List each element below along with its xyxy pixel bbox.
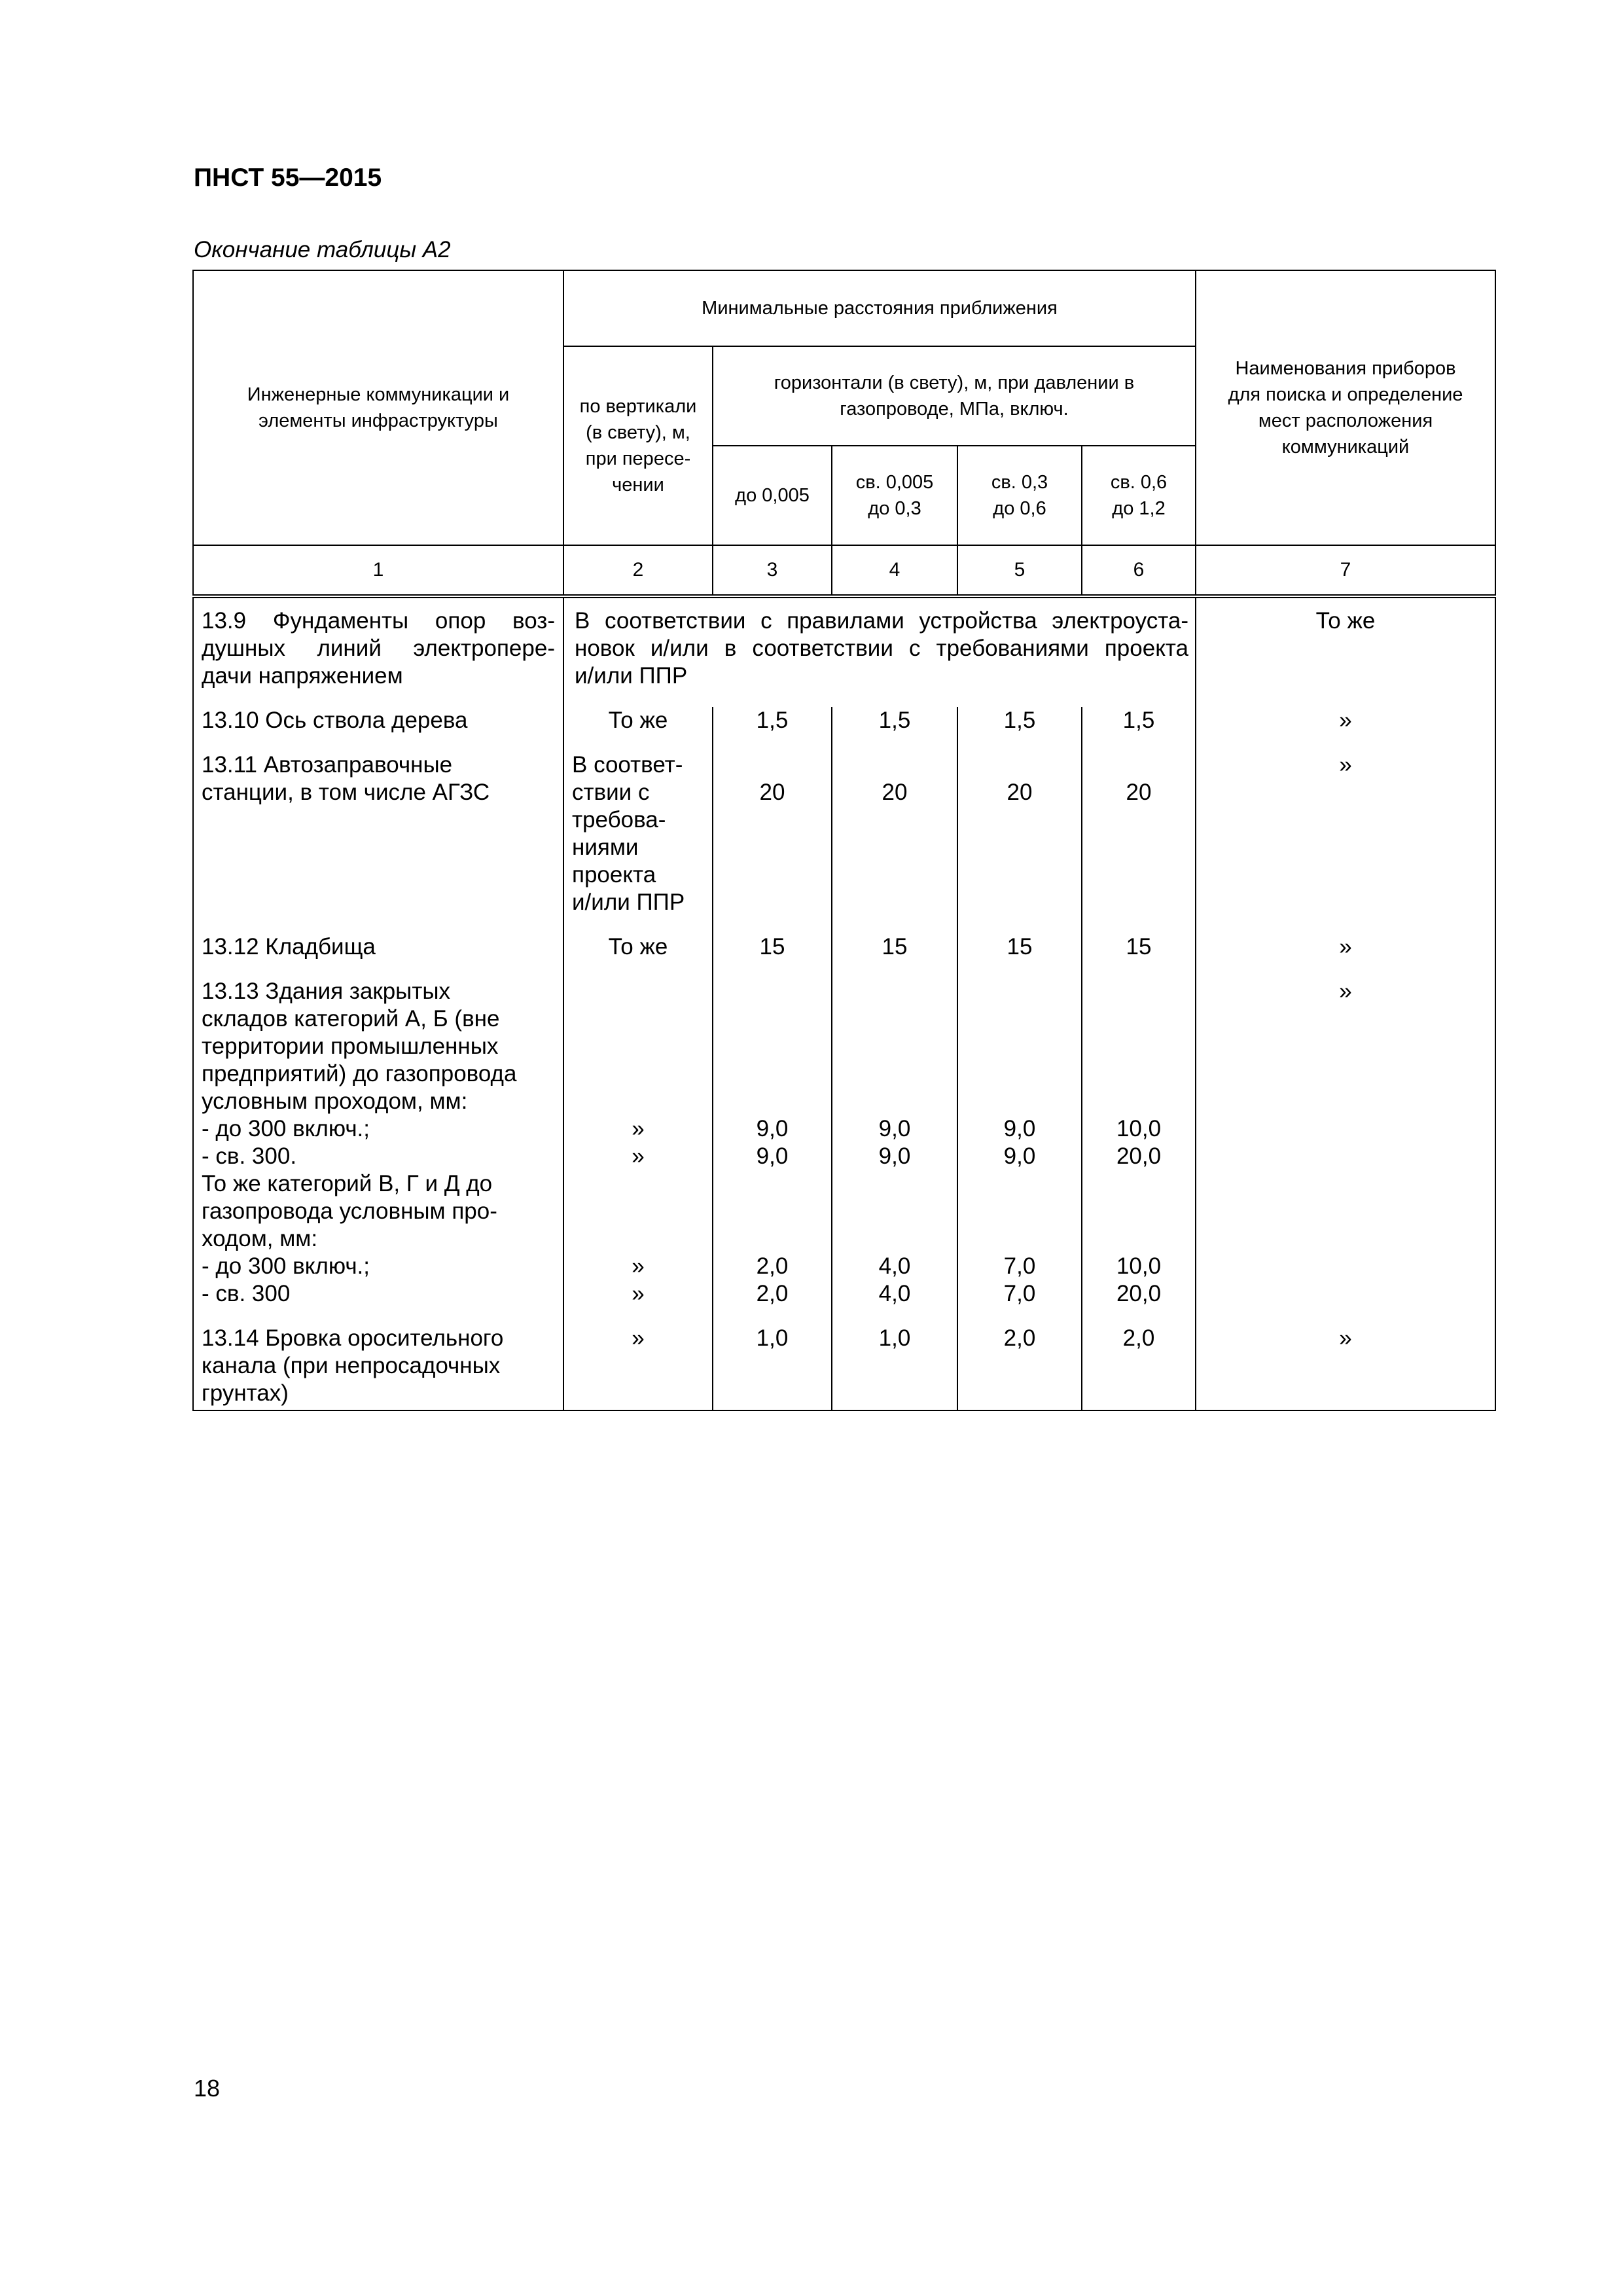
row-13-12-vertical: То же (563, 933, 713, 978)
header-horizontal: горизонтали (в свету), м, при давлении в газопроводе, МПа, включ. (713, 346, 1196, 446)
row-13-13-value: 9,0 9,0 7,0 7,0 (957, 978, 1082, 1325)
row-13-13-value: 9,0 9,0 2,0 2,0 (713, 978, 832, 1325)
header-pressure-4: св. 0,6 до 1,2 (1082, 446, 1196, 545)
row-13-14-instrument: » (1196, 1325, 1495, 1410)
distances-table (192, 270, 1496, 1411)
row-13-11-value: 20 (713, 751, 832, 933)
header-vertical: по вертикали (в свету), м, при пересе-чении (563, 346, 713, 545)
column-number: 2 (563, 545, 713, 596)
header-pressure-1: до 0,005 (713, 446, 832, 545)
header-pressure-2: св. 0,005 до 0,3 (832, 446, 957, 545)
row-13-13-vertical: » » » » (563, 978, 713, 1325)
row-13-11-instrument: » (1196, 751, 1495, 933)
column-number: 1 (193, 545, 563, 596)
row-13-13-instrument: » (1196, 978, 1495, 1325)
row-13-9-merged-requirement: В соответствии с правилами устройства электроуста- новок и/или в соответствии с требованиями проекта и/или ППР (563, 596, 1196, 707)
row-13-12-instrument: » (1196, 933, 1495, 978)
row-13-14-vertical: » (563, 1325, 713, 1410)
row-13-11-value: 20 (957, 751, 1082, 933)
header-instruments: Наименования приборов для поиска и определение мест расположения коммуникаций (1196, 270, 1495, 545)
document-code: ПНСТ 55—2015 (194, 164, 382, 192)
table-row (193, 751, 1495, 933)
row-13-10-value: 1,5 (713, 707, 832, 751)
page-number: 18 (194, 2075, 221, 2102)
row-13-14-value: 2,0 (1082, 1325, 1196, 1410)
column-number: 7 (1196, 545, 1495, 596)
row-13-10-value: 1,5 (832, 707, 957, 751)
row-13-14-value: 1,0 (713, 1325, 832, 1410)
row-13-12-value: 15 (1082, 933, 1196, 978)
table-row (193, 978, 1495, 1325)
row-13-12-value: 15 (957, 933, 1082, 978)
row-13-11-name: 13.11 Автозаправочные станции, в том числе АГЗС (193, 751, 563, 933)
column-number: 5 (957, 545, 1082, 596)
row-13-11-value: 20 (1082, 751, 1196, 933)
column-number: 3 (713, 545, 832, 596)
row-13-14-name: 13.14 Бровка оросительного канала (при непросадочных грунтах) (193, 1325, 563, 1410)
row-13-14-value: 2,0 (957, 1325, 1082, 1410)
row-13-14-value: 1,0 (832, 1325, 957, 1410)
row-13-9-name: 13.9 Фундаменты опор воз- душных линий электропере- дачи напряжением (193, 596, 563, 707)
column-number: 4 (832, 545, 957, 596)
header-min-distances: Минимальные расстояния приближения (563, 270, 1196, 346)
header-infrastructure: Инженерные коммуникации и элементы инфраструктуры (193, 270, 563, 545)
column-number: 6 (1082, 545, 1196, 596)
row-13-11-vertical: В соответ- ствии с требова- ниями проекта и/или ППР (563, 751, 713, 933)
row-13-13-value: 9,0 9,0 4,0 4,0 (832, 978, 957, 1325)
table-caption: Окончание таблицы А2 (194, 237, 451, 262)
row-13-10-name: 13.10 Ось ствола дерева (193, 707, 563, 751)
row-13-9-instrument: То же (1196, 596, 1495, 707)
row-13-12-name: 13.12 Кладбища (193, 933, 563, 978)
header-pressure-3: св. 0,3 до 0,6 (957, 446, 1082, 545)
row-13-13-value: 10,0 20,0 10,0 20,0 (1082, 978, 1196, 1325)
row-13-12-value: 15 (832, 933, 957, 978)
row-13-11-value: 20 (832, 751, 957, 933)
row-13-13-name: 13.13 Здания закрытых складов категорий А, Б (вне территории промышленных предприятий) до газопровода условным проходом, мм: - до 300 включ.; - св. 300. То же категорий В, Г и Д до газопровода условным про- ходом, мм: - до 300 включ.; - св. 300 (193, 978, 563, 1325)
table-row (193, 1325, 1495, 1410)
table-row (193, 707, 1495, 751)
table-row (193, 933, 1495, 978)
row-13-10-vertical: То же (563, 707, 713, 751)
table-row (193, 596, 1495, 707)
row-13-10-instrument: » (1196, 707, 1495, 751)
row-13-10-value: 1,5 (957, 707, 1082, 751)
row-13-10-value: 1,5 (1082, 707, 1196, 751)
row-13-12-value: 15 (713, 933, 832, 978)
